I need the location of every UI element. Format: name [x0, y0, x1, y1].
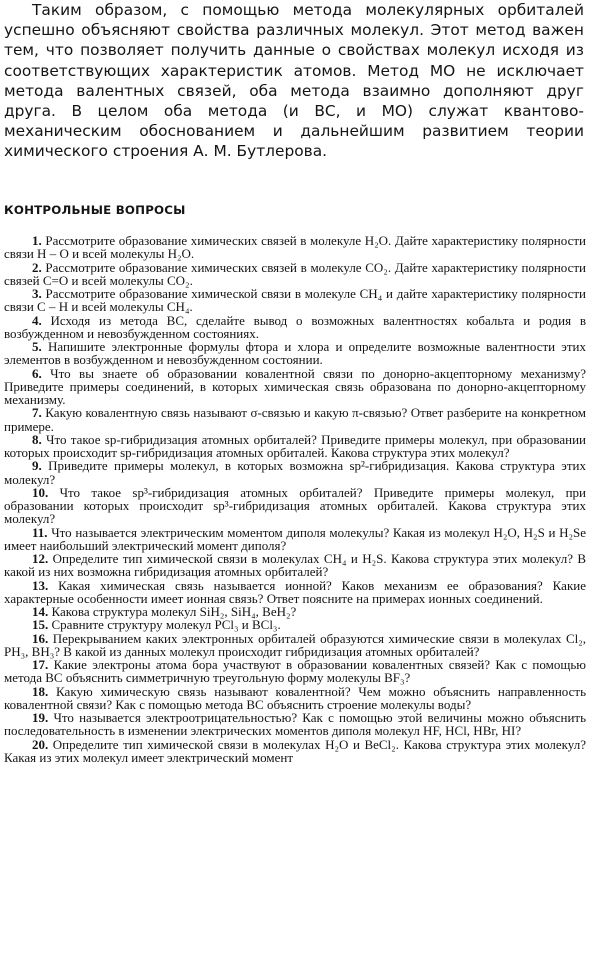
question-number: 20. — [32, 736, 49, 752]
question-text: Что называется электрическим моментом диполя молекулы? Какая из молекул H₂O, H₂S и H₂Se имеет наибольший электрический момент диполя? — [4, 524, 587, 553]
question-item — [4, 685, 586, 712]
question-item — [4, 367, 586, 407]
question-text: Что называется электроотрицательностью? Как с помощью этой величины можно объяснить последовательность в изменении электрических моментов диполя молекул HF, HCl, HBr, HI? — [4, 710, 587, 739]
intro-paragraph: Таким образом, с помощью метода молекулярных орбиталей успешно объясняют свойства различных молекул. Этот метод важен тем, что позволяет получить данные о свойствах молекул исходя из соответствующих характеристик атомов. Метод МО не исключает метода валентных связей, оба метода взаимно дополняют друг друга. В целом оба метода (и ВС, и МО) служат квантово-механическим обоснованием и дальнейшим развитием теории химического строения А. М. Бутлерова. — [4, 1, 584, 161]
question-number: 11. — [32, 524, 48, 540]
question-text: Рассмотрите образование химических связей в молекуле H₂O. Дайте характеристику полярности связи H – O и всей молекулы H₂O. — [4, 233, 586, 262]
question-text: Сравните структуру молекул PCl₃ и BCl₃. — [51, 617, 281, 633]
question-number: 8. — [32, 431, 42, 447]
question-number: 18. — [32, 683, 49, 699]
question-item — [4, 406, 586, 433]
question-item — [4, 486, 586, 526]
question-text: Рассмотрите образование химических связей в молекуле CO₂. Дайте характеристику полярности связей C=O и всей молекулы CO₂. — [4, 259, 587, 288]
question-item — [4, 658, 586, 685]
question-number: 10. — [32, 484, 49, 500]
question-item — [4, 433, 586, 460]
question-text: Что такое sp³-гибридизация атомных орбиталей? Приведите примеры молекул, при образовании которых происходит sp³-гибридизация атомных орбиталей. Какова структура этих молекул? — [4, 484, 587, 527]
question-number: 14. — [32, 604, 49, 619]
question-text: Перекрыванием каких электронных орбиталей образуются химические связи в молекулах Cl₂, PH₃, BH₃? В какой из данных молекул происходит гибридизация атомных орбиталей? — [4, 630, 587, 659]
question-item — [4, 579, 586, 606]
question-item — [4, 314, 586, 341]
question-item — [4, 738, 586, 765]
question-text: Напишите электронные формулы фтора и хлора и определите возможные валентности этих элементов в возбужденном и невозбужденном состоянии. — [4, 339, 587, 368]
question-text: Исходя из метода ВС, сделайте вывод о возможных валентностях кобальта и родия в возбужденном и невозбужденном состояниях. — [4, 312, 587, 341]
question-number: 1. — [32, 233, 42, 248]
question-text: Какова структура молекул SiH₂, SiH₄, BeH₂? — [51, 604, 297, 619]
question-item — [4, 618, 586, 631]
question-item — [4, 526, 586, 553]
question-text: Какие электроны атома бора участвуют в образовании ковалентных связей? Как с помощью метода ВС объяснить симметричную треугольную форму молекулы BF₃? — [4, 657, 587, 686]
question-text: Какую ковалентную связь называют σ-связью и какую π-связью? Ответ разберите на конкретном примере. — [4, 405, 587, 434]
question-number: 5. — [32, 339, 42, 354]
questions-list — [4, 234, 586, 764]
question-item — [4, 711, 586, 738]
question-number: 6. — [32, 365, 42, 381]
question-number: 15. — [32, 617, 49, 633]
question-text: Определите тип химической связи в молекулах CH₄ и H₂S. Какова структура этих молекул? В какой из них возможна гибридизация атомных орбиталей? — [4, 551, 587, 580]
question-text: Какую химическую связь называют ковалентной? Чем можно объяснить направленность ковалентной связи? Как с помощью метода ВС объяснить строение молекулы воды? — [4, 683, 586, 712]
question-number: 16. — [32, 630, 49, 646]
question-number: 17. — [32, 657, 49, 672]
question-item — [4, 632, 586, 659]
question-text: Приведите примеры молекул, в которых возможна sp²-гибридизация. Какова структура этих молекул? — [4, 458, 587, 487]
question-item — [4, 552, 586, 579]
question-text: Какая химическая связь называется ионной? Каков механизм ее образования? Какие характерные особенности имеет ионная связь? Ответ поясните на примерах ионных соединений. — [4, 577, 586, 606]
question-number: 3. — [32, 286, 42, 301]
question-number: 2. — [32, 259, 42, 275]
question-text: Что вы знаете об образовании ковалентной связи по донорно-акцепторному механизму? Приведите примеры соединений, в которых химическая связь образована по донорно-акцепторному механизму. — [4, 365, 586, 407]
question-item — [4, 261, 586, 288]
question-number: 7. — [32, 405, 42, 421]
question-text: Определите тип химической связи в молекулах H₂O и BeCl₂. Какова структура этих молекул? Какая из этих молекул имеет электрический момент — [4, 736, 586, 765]
question-item — [4, 605, 586, 618]
question-number: 4. — [32, 312, 42, 328]
question-item — [4, 234, 586, 261]
question-text: Рассмотрите образование химической связи в молекуле CH₄ и дайте характеристику полярности связи C – H и всей молекулы CH₄. — [4, 286, 586, 315]
section-heading: КОНТРОЛЬНЫЕ ВОПРОСЫ — [4, 203, 186, 217]
question-number: 9. — [32, 458, 42, 474]
question-text: Что такое sp-гибридизация атомных орбиталей? Приведите примеры молекул, при образовании которых происходит sp-гибридизация атомных орбиталей. Какова структура этих молекул? — [4, 431, 587, 460]
question-item — [4, 287, 586, 314]
question-item — [4, 459, 586, 486]
question-number: 12. — [32, 551, 49, 566]
question-item — [4, 340, 586, 367]
question-number: 19. — [32, 710, 49, 725]
question-number: 13. — [32, 577, 49, 593]
